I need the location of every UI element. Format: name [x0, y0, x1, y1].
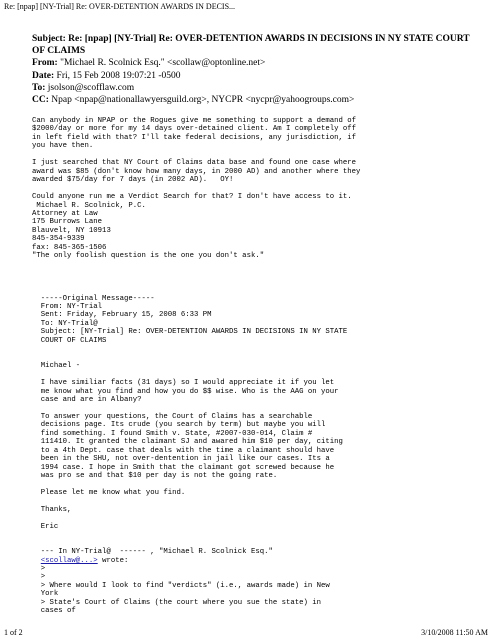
from-line: [32, 57, 472, 69]
to-line: [32, 82, 472, 94]
quoted-text: wrote: > > > Where would I look to find "verdicts" (i.e., awards made) in New York > State's Court of Claims (the court where you sue the state) in cases of: [40, 556, 330, 616]
email-address-link[interactable]: <scollaw@...>: [40, 556, 98, 565]
email-headers: [32, 33, 472, 106]
subject-value: Re: [npap] [NY-Trial] Re: OVER-DETENTION AWARDS IN DECISIONS IN NY STATE COURT OF CLAIMS: [32, 34, 470, 57]
from-value: "Michael R. Scolnick Esq." <scollaw@optonline.net>: [60, 58, 266, 69]
date-label: Date:: [32, 70, 55, 81]
print-timestamp: 3/10/2008 11:50 AM: [421, 628, 488, 637]
email-body: [32, 117, 477, 616]
page-header: Re: [npap] [NY-Trial] Re: OVER-DETENTION AWARDS IN DECIS...: [4, 2, 236, 11]
date-line: [32, 70, 472, 82]
cc-line: [32, 94, 472, 106]
to-value: jsolson@scofflaw.com: [47, 82, 135, 93]
page-number: 1 of 2: [4, 628, 23, 637]
from-label: From:: [32, 58, 58, 69]
email-body-text: Can anybody in NPAP or the Rogues give me something to support a demand of $2000/day or more for my 14 days over-detained client. Am I completely off in left field with that? I'll take federal decisions, any jurisdiction, if you have then. I just searched that NY Court of Claims data base and found one case where award was $85 (don't know how many days, in 2000 AD) and another where they awarded $75/day for 7 days (in 2002 AD). OY! Could anyone run me a Verdict Search for that? I don't have access to it. Michael R. Scolnick, P.C. Attorney at Law 175 Burrows Lane Blauvelt, NY 10913 845-354-9339 fax: 845-365-1506 "The only foolish question is the one you don't ask." -----Original Message----- From: NY-Trial Sent: Friday, February 15, 2008 6:33 PM To: NY-Trial@ Subject: [NY-Trial] Re: OVER-DETENTION AWARDS IN DECISIONS IN NY STATE COURT OF CLAIMS Michael - I have similiar facts (31 days) so I would appreciate it if you let me know what you find and how you do $$ wise. Who is the AAG on your case and are in Albany? To answer your questions, the Court of Claims has a searchable decisions page. Its crude (you search by term) but maybe you will find something. I found Smith v. State, #2007-030-014, Claim # 111410. It granted the claimant SJ and awared him $10 per day, citing to a 4th Dept. case that deals with the time a claimant should have been in the SHU, not over-dentention in jail like our cases. Its a 1994 case. I hope in Smith that the claimant got screwed because he was pro se and that $10 per day is not the going rate. Please let me know what you find. Thanks, Eric --- In NY-Trial@ ------ , "Michael R. Scolnick Esq.": [32, 117, 361, 557]
cc-label: CC:: [32, 95, 49, 106]
subject-label: Subject:: [32, 34, 66, 44]
cc-value: Npap <npap@nationallawyersguild.org>, NYCPR <nycpr@yahoogroups.com>: [51, 95, 355, 106]
subject-line: [32, 33, 472, 57]
to-label: To:: [32, 82, 46, 93]
date-value: Fri, 15 Feb 2008 19:07:21 -0500: [56, 70, 181, 81]
